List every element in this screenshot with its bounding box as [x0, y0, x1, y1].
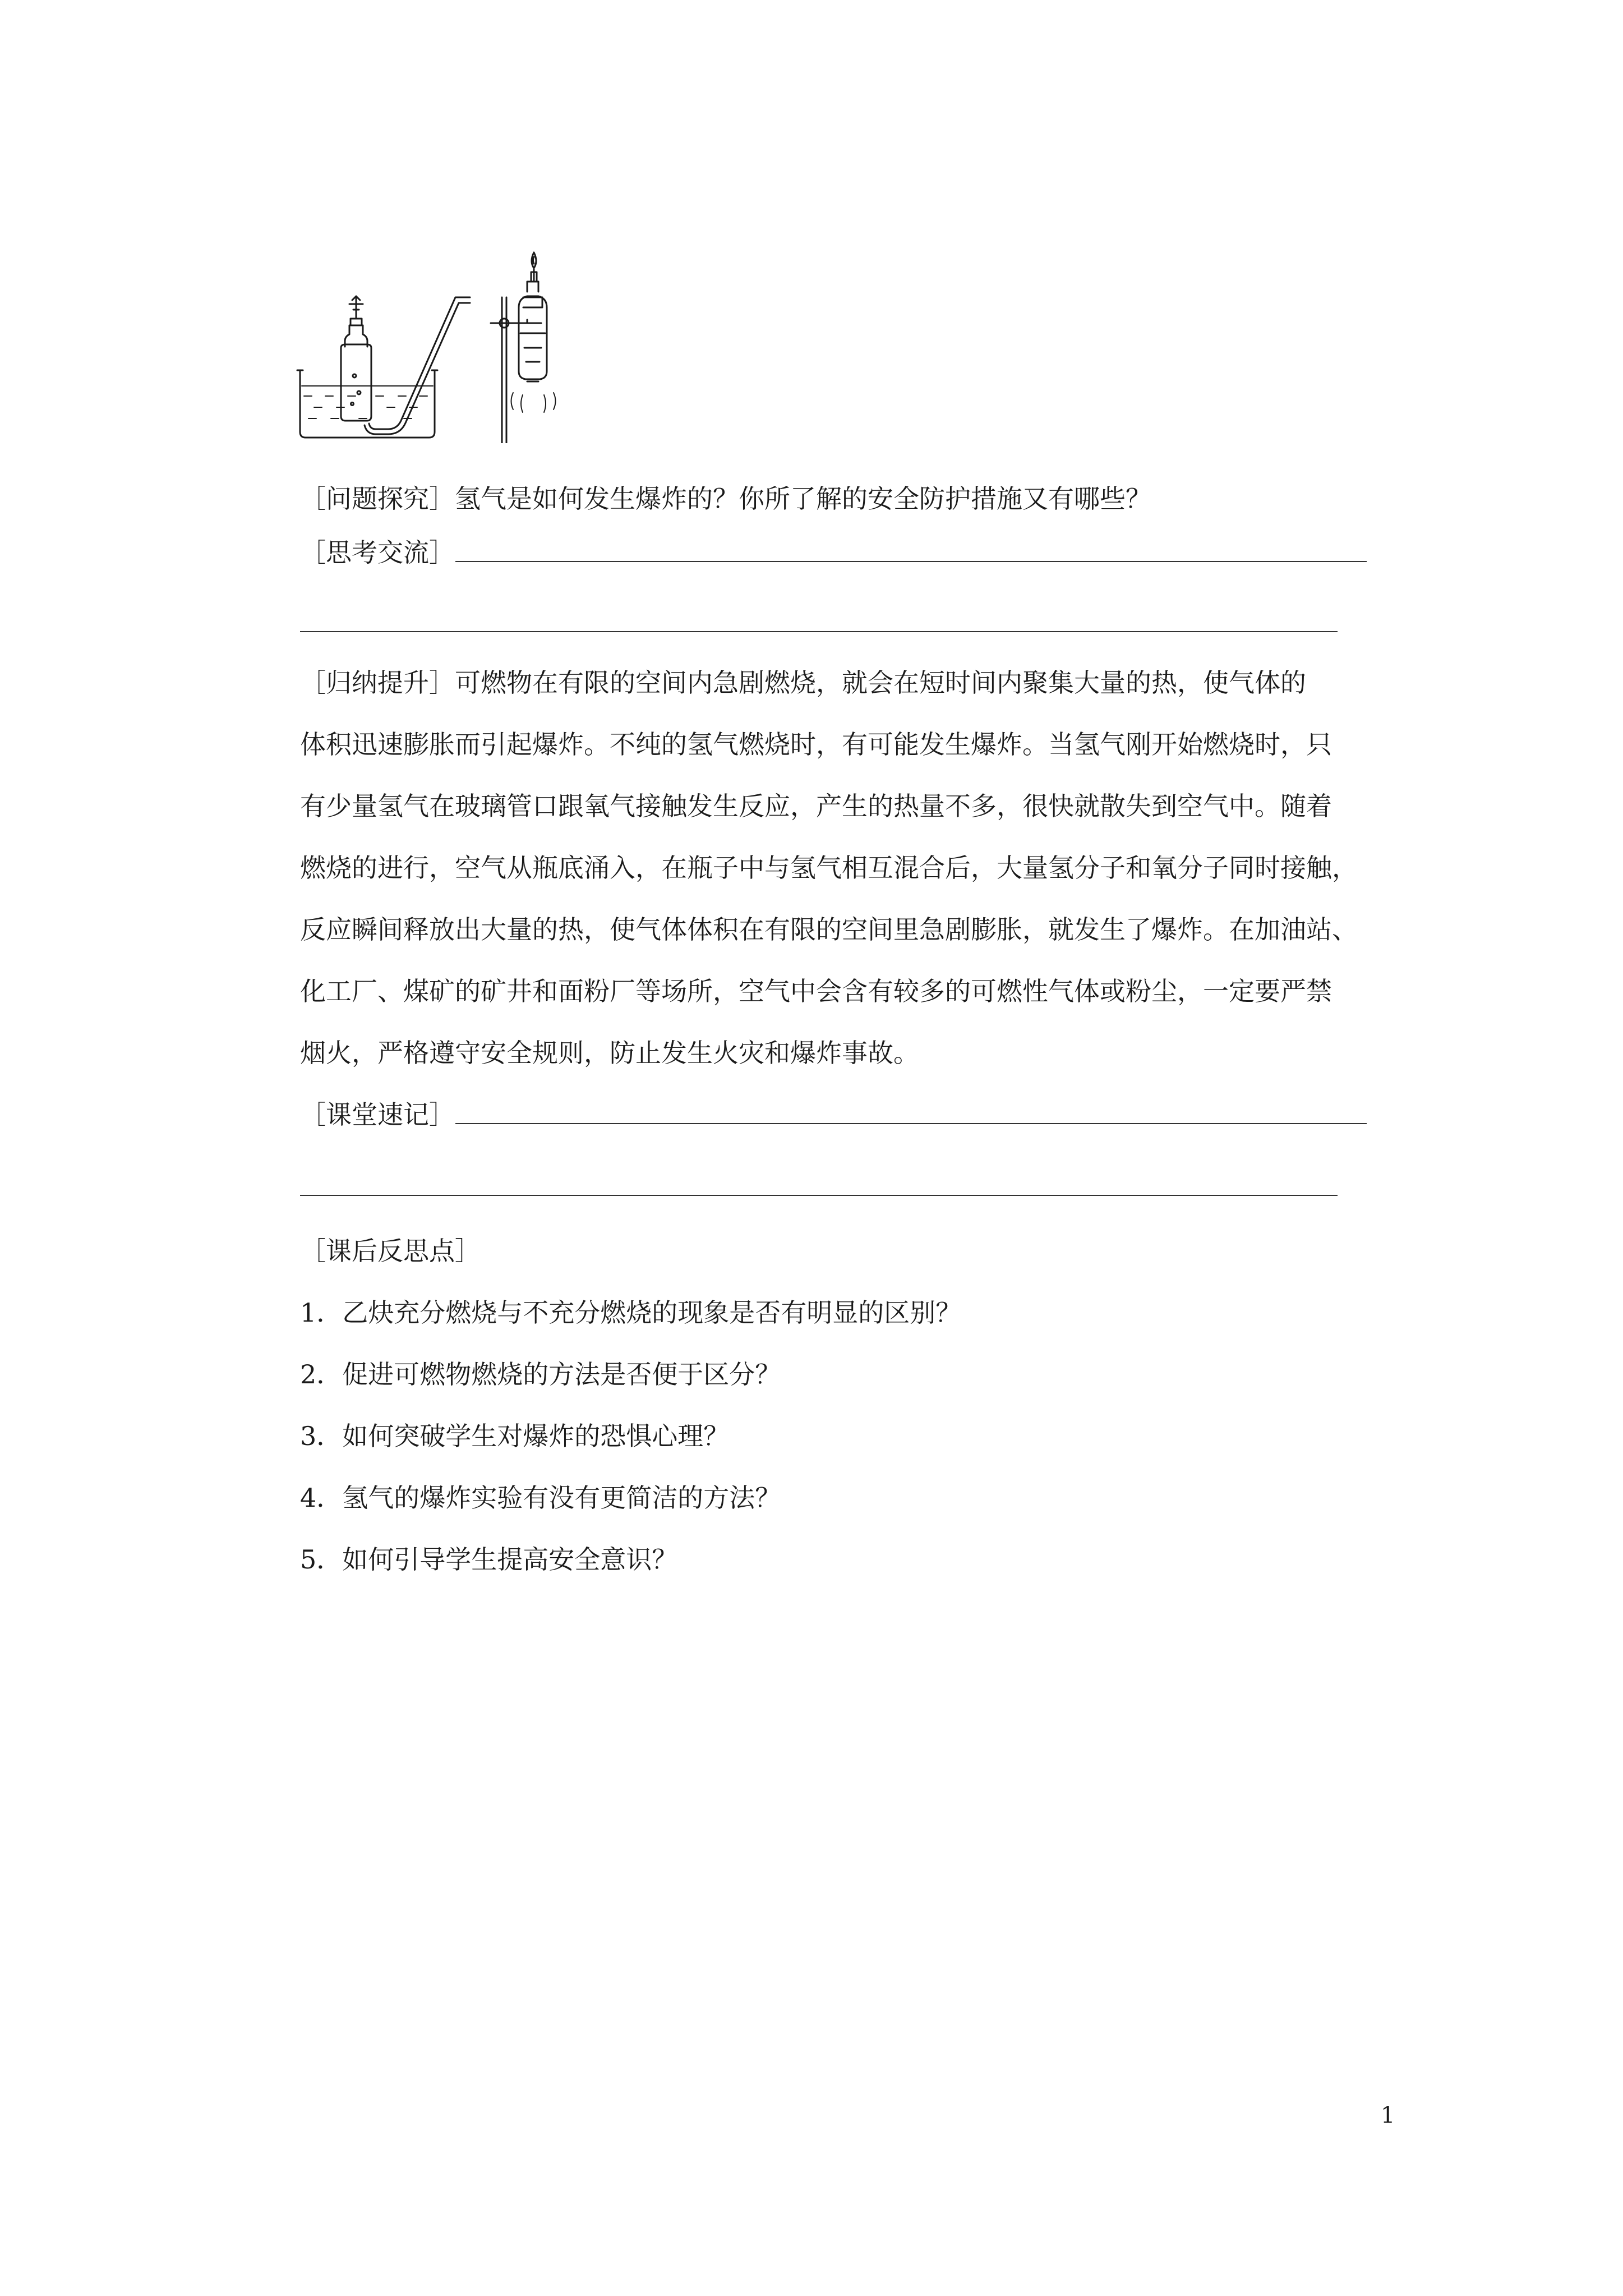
- delivery-tube: [365, 297, 470, 434]
- reflection-item: 1．乙炔充分燃烧与不充分燃烧的现象是否有明显的区别？: [300, 1297, 962, 1328]
- think-label: ［思考交流］: [300, 537, 455, 568]
- summary-line-1: ［归纳提升］可燃物在有限的空间内急剧燃烧，就会在短时间内聚集大量的热，使气体的: [300, 668, 1306, 698]
- answer-line: [455, 561, 1367, 562]
- reflection-item: 3．如何突破学生对爆炸的恐惧心理？: [300, 1421, 730, 1451]
- notes-line: [455, 1123, 1367, 1124]
- hydrogen-experiment-figure: [292, 208, 561, 443]
- think-paragraph: [300, 539, 455, 567]
- reflection-label: ［课后反思点］: [300, 1236, 481, 1266]
- summary-line-3: 有少量氢气在玻璃管口跟氧气接触发生反应，产生的热量不多，很快就散失到空气中。随着: [300, 791, 1332, 821]
- notes-line: [300, 1195, 1338, 1196]
- water-trough: [297, 370, 437, 438]
- collecting-bottle: [341, 296, 371, 421]
- summary-line-4: 燃烧的进行，空气从瓶底涌入，在瓶子中与氢气相互混合后，大量氢分子和氧分子同时接触，: [300, 853, 1358, 883]
- iron-stand: [485, 297, 560, 443]
- inquiry-text: 氢气是如何发生爆炸的？你所了解的安全防护措施又有哪些？: [455, 484, 1151, 514]
- notes-label: ［课堂速记］: [300, 1099, 455, 1130]
- answer-line: [300, 631, 1338, 632]
- summary-line-5: 反应瞬间释放出大量的热，使气体体积在有限的空间里急剧膨胀，就发生了爆炸。在加油站、: [300, 914, 1358, 945]
- notes-paragraph: [300, 1101, 455, 1129]
- page-number: 1: [1381, 2102, 1395, 2128]
- inquiry-label: ［问题探究］: [300, 484, 455, 514]
- reflection-item: 4．氢气的爆炸实验有没有更简洁的方法？: [300, 1483, 781, 1513]
- inquiry-paragraph: [300, 485, 1151, 513]
- reflection-item: 2．促进可燃物燃烧的方法是否便于区分？: [300, 1359, 781, 1389]
- summary-line-7: 烟火，严格遵守安全规则，防止发生火灾和爆炸事故。: [300, 1038, 919, 1068]
- inverted-bottle: [511, 252, 556, 412]
- summary-label: ［归纳提升］: [300, 668, 455, 698]
- summary-line-2: 体积迅速膨胀而引起爆炸。不纯的氢气燃烧时，有可能发生爆炸。当氢气刚开始燃烧时，只: [300, 729, 1332, 760]
- reflection-item: 5．如何引导学生提高安全意识？: [300, 1544, 678, 1575]
- summary-line-6: 化工厂、煤矿的矿井和面粉厂等场所，空气中会含有较多的可燃性气体或粉尘，一定要严禁: [300, 976, 1332, 1006]
